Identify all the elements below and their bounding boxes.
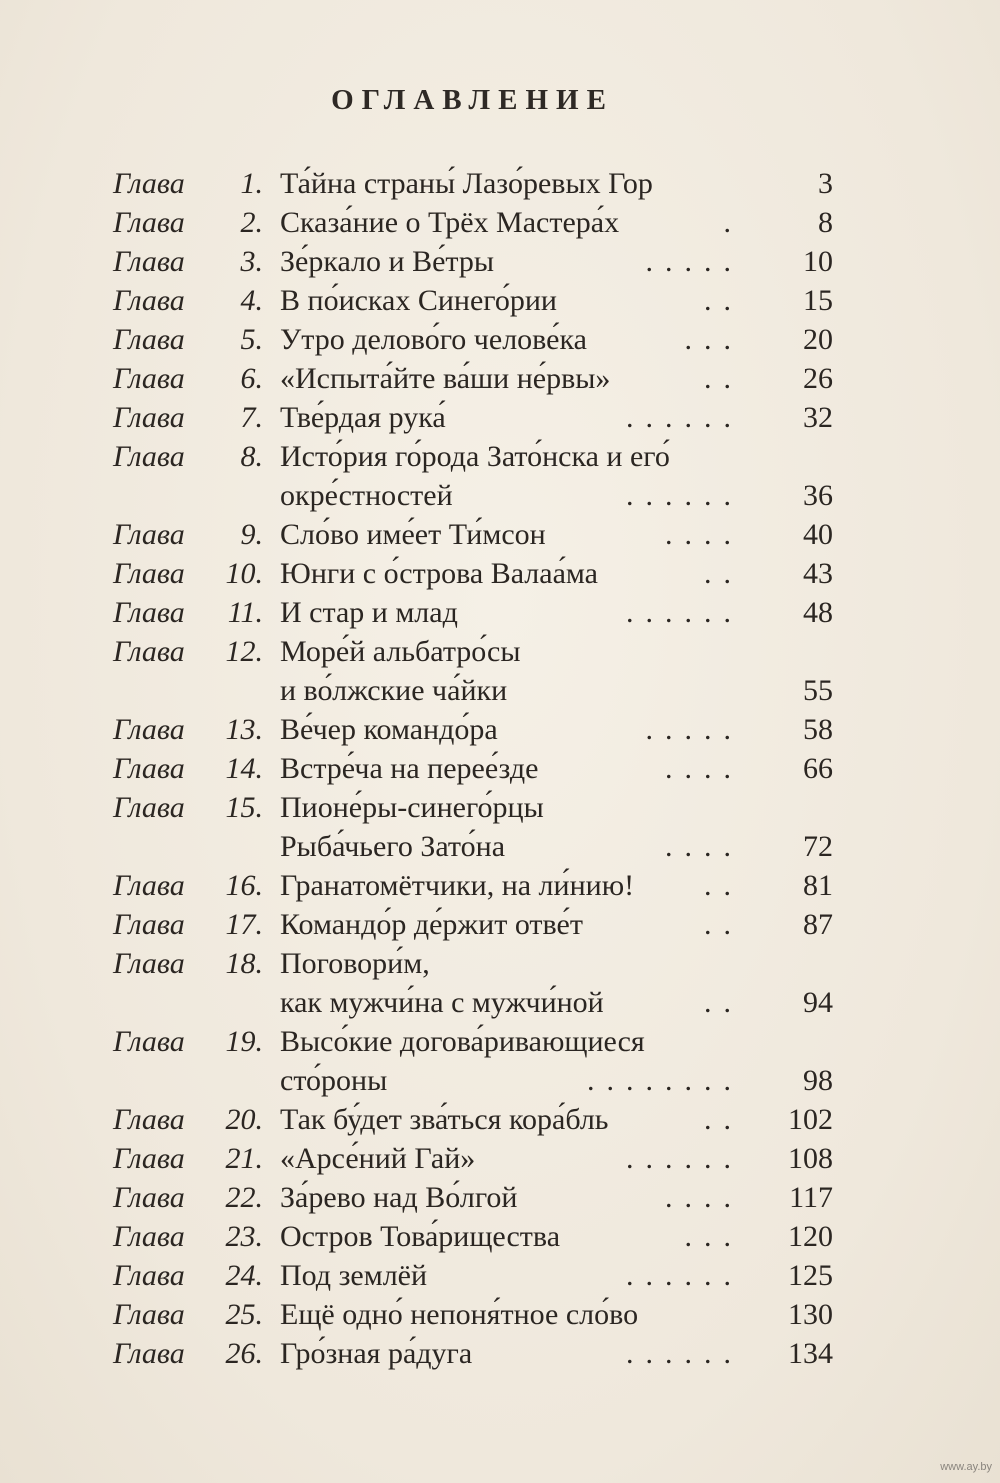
chapter-title: В по́исках Синего́рии <box>280 284 557 317</box>
page-number: 20 <box>803 323 833 356</box>
chapter-number: 1. <box>240 167 263 200</box>
page-number: 8 <box>818 206 833 239</box>
page-title: ОГЛАВЛЕНИЕ <box>331 84 614 116</box>
chapter-title: Юнги с о́строва Валаа́ма <box>280 557 598 590</box>
chapter-title: И стар и млад <box>280 596 458 629</box>
page-number: 108 <box>788 1142 833 1175</box>
chapter-title: Поговори́м, как мужчи́на с мужчи́ной <box>280 947 604 1019</box>
chapter-title: Высо́кие догова́ривающиеся сто́роны <box>280 1025 645 1097</box>
chapter-title: Гро́зная ра́дуга <box>280 1337 473 1370</box>
chapter-label: Глава <box>113 1259 185 1292</box>
page-number: 94 <box>803 986 833 1019</box>
chapter-title: Пионе́ры-синего́рцы Рыба́чьего Зато́на <box>280 791 544 863</box>
chapter-label: Глава <box>113 1142 185 1175</box>
chapter-number: 11. <box>227 596 263 629</box>
toc-entry <box>113 242 833 281</box>
page-number: 36 <box>803 479 833 512</box>
leader-dots: ...... <box>626 1337 743 1370</box>
page-number: 32 <box>803 401 833 434</box>
toc-entry <box>113 1256 833 1295</box>
chapter-title: Тве́рдая рука́ <box>280 401 446 434</box>
toc-entry <box>113 944 833 1022</box>
chapter-title: Зе́ркало и Ве́тры <box>280 245 495 278</box>
chapter-label: Глава <box>113 518 185 551</box>
watermark: www.ay.by <box>940 1461 992 1473</box>
leader-dots: .... <box>665 752 743 785</box>
page-number: 58 <box>803 713 833 746</box>
chapter-label: Глава <box>113 1181 185 1214</box>
chapter-number: 2. <box>240 206 263 239</box>
chapter-title: Встре́ча на перее́зде <box>280 752 539 785</box>
toc-entry <box>113 1178 833 1217</box>
leader-dots: ...... <box>626 1142 743 1175</box>
chapter-title: Исто́рия го́рода Зато́нска и его́ окре́стностей <box>280 440 670 512</box>
toc-entry <box>113 1139 833 1178</box>
toc-entry <box>113 593 833 632</box>
page-number: 26 <box>803 362 833 395</box>
page-number: 43 <box>803 557 833 590</box>
chapter-label: Глава <box>113 1298 185 1331</box>
chapter-label: Глава <box>113 908 185 941</box>
chapter-label: Глава <box>113 284 185 317</box>
toc-entry <box>113 515 833 554</box>
chapter-label: Глава <box>113 1025 185 1058</box>
toc-entry <box>113 1217 833 1256</box>
leader-dots: ... <box>684 323 743 356</box>
chapter-number: 21. <box>225 1142 263 1175</box>
chapter-number: 24. <box>225 1259 263 1292</box>
chapter-label: Глава <box>113 440 185 473</box>
chapter-number: 5. <box>240 323 263 356</box>
chapter-title: Та́йна страны́ Лазо́ревых Гор <box>280 167 653 200</box>
chapter-title: «Арсе́ний Гай» <box>280 1142 476 1175</box>
leader-dots: ...... <box>626 596 743 629</box>
leader-dots: ........ <box>587 1064 743 1097</box>
page-number: 15 <box>803 284 833 317</box>
chapter-number: 18. <box>225 947 263 980</box>
chapter-number: 19. <box>225 1025 263 1058</box>
leader-dots: ...... <box>626 401 743 434</box>
page-number: 130 <box>788 1298 833 1331</box>
chapter-label: Глава <box>113 401 185 434</box>
chapter-label: Глава <box>113 791 185 824</box>
page-number: 81 <box>803 869 833 902</box>
chapter-title: Ещё одно́ непоня́тное сло́во <box>280 1298 639 1331</box>
chapter-label: Глава <box>113 323 185 356</box>
leader-dots: .... <box>665 518 743 551</box>
leader-dots: ..... <box>645 713 743 746</box>
page-number: 102 <box>788 1103 833 1136</box>
chapter-title: Ве́чер командо́ра <box>280 713 498 746</box>
page-number: 48 <box>803 596 833 629</box>
chapter-label: Глава <box>113 1220 185 1253</box>
chapter-number: 22. <box>225 1181 263 1214</box>
page-number: 98 <box>803 1064 833 1097</box>
chapter-label: Глава <box>113 1337 185 1370</box>
toc-entry <box>113 398 833 437</box>
chapter-number: 16. <box>225 869 263 902</box>
chapter-number: 9. <box>240 518 263 551</box>
chapter-title: Под землёй <box>280 1259 428 1292</box>
chapter-number: 25. <box>225 1298 263 1331</box>
page-number: 66 <box>803 752 833 785</box>
page-number: 55 <box>803 674 833 707</box>
chapter-number: 13. <box>225 713 263 746</box>
chapter-number: 3. <box>240 245 263 278</box>
toc-entry <box>113 164 833 203</box>
chapter-label: Глава <box>113 713 185 746</box>
chapter-label: Глава <box>113 635 185 668</box>
toc-entry <box>113 437 833 515</box>
leader-dots: .. <box>704 362 743 395</box>
chapter-title: Утро делово́го челове́ка <box>280 323 587 356</box>
toc-entry <box>113 1334 833 1373</box>
toc-entry <box>113 554 833 593</box>
toc-entry <box>113 281 833 320</box>
chapter-title: Так бу́дет зва́ться кора́бль <box>280 1103 609 1136</box>
chapter-number: 4. <box>240 284 263 317</box>
leader-dots: .. <box>704 986 743 1019</box>
chapter-label: Глава <box>113 206 185 239</box>
page-number: 72 <box>803 830 833 863</box>
chapter-label: Глава <box>113 752 185 785</box>
chapter-label: Глава <box>113 245 185 278</box>
page-number: 40 <box>803 518 833 551</box>
toc-entry <box>113 320 833 359</box>
chapter-label: Глава <box>113 167 185 200</box>
chapter-number: 26. <box>225 1337 263 1370</box>
table-of-contents <box>113 164 833 1373</box>
page-number: 120 <box>788 1220 833 1253</box>
chapter-label: Глава <box>113 557 185 590</box>
leader-dots: ...... <box>626 1259 743 1292</box>
leader-dots: . <box>723 206 743 239</box>
page-number: 10 <box>803 245 833 278</box>
leader-dots: ..... <box>645 245 743 278</box>
leader-dots: ... <box>684 1220 743 1253</box>
leader-dots: .... <box>665 1181 743 1214</box>
chapter-title: Остров Това́рищества <box>280 1220 561 1253</box>
chapter-number: 15. <box>225 791 263 824</box>
chapter-label: Глава <box>113 1103 185 1136</box>
toc-entry <box>113 1100 833 1139</box>
toc-entry <box>113 632 833 710</box>
page-number: 87 <box>803 908 833 941</box>
toc-entry <box>113 866 833 905</box>
toc-entry <box>113 203 833 242</box>
chapter-title: «Испыта́йте ва́ши не́рвы» <box>280 362 611 395</box>
toc-entry <box>113 710 833 749</box>
toc-entry <box>113 359 833 398</box>
chapter-number: 6. <box>240 362 263 395</box>
toc-entry <box>113 1022 833 1100</box>
leader-dots: .. <box>704 908 743 941</box>
chapter-number: 14. <box>225 752 263 785</box>
chapter-number: 8. <box>240 440 263 473</box>
leader-dots: ...... <box>626 479 743 512</box>
leader-dots: .. <box>704 284 743 317</box>
chapter-number: 7. <box>240 401 263 434</box>
chapter-number: 12. <box>225 635 263 668</box>
chapter-title: Сказа́ние о Трёх Мастера́х <box>280 206 620 239</box>
chapter-label: Глава <box>113 947 185 980</box>
chapter-title: Сло́во име́ет Ти́мсон <box>280 518 546 551</box>
page-number: 3 <box>818 167 833 200</box>
chapter-title: Гранатомётчики, на ли́нию! <box>280 869 635 902</box>
chapter-label: Глава <box>113 869 185 902</box>
toc-entry <box>113 1295 833 1334</box>
page-number: 134 <box>788 1337 833 1370</box>
page-number: 117 <box>789 1181 833 1214</box>
chapter-title: Командо́р де́ржит отве́т <box>280 908 583 941</box>
chapter-number: 17. <box>225 908 263 941</box>
leader-dots: .... <box>665 830 743 863</box>
chapter-number: 23. <box>225 1220 263 1253</box>
chapter-title: За́рево над Во́лгой <box>280 1181 518 1214</box>
chapter-number: 20. <box>225 1103 263 1136</box>
toc-entry <box>113 788 833 866</box>
leader-dots: .. <box>704 557 743 590</box>
leader-dots: .. <box>704 869 743 902</box>
chapter-label: Глава <box>113 596 185 629</box>
page-number: 125 <box>788 1259 833 1292</box>
chapter-title: Море́й альбатро́сы и во́лжские ча́йки <box>280 635 521 707</box>
toc-entry <box>113 749 833 788</box>
leader-dots: .. <box>704 1103 743 1136</box>
chapter-label: Глава <box>113 362 185 395</box>
chapter-number: 10. <box>225 557 263 590</box>
toc-entry <box>113 905 833 944</box>
